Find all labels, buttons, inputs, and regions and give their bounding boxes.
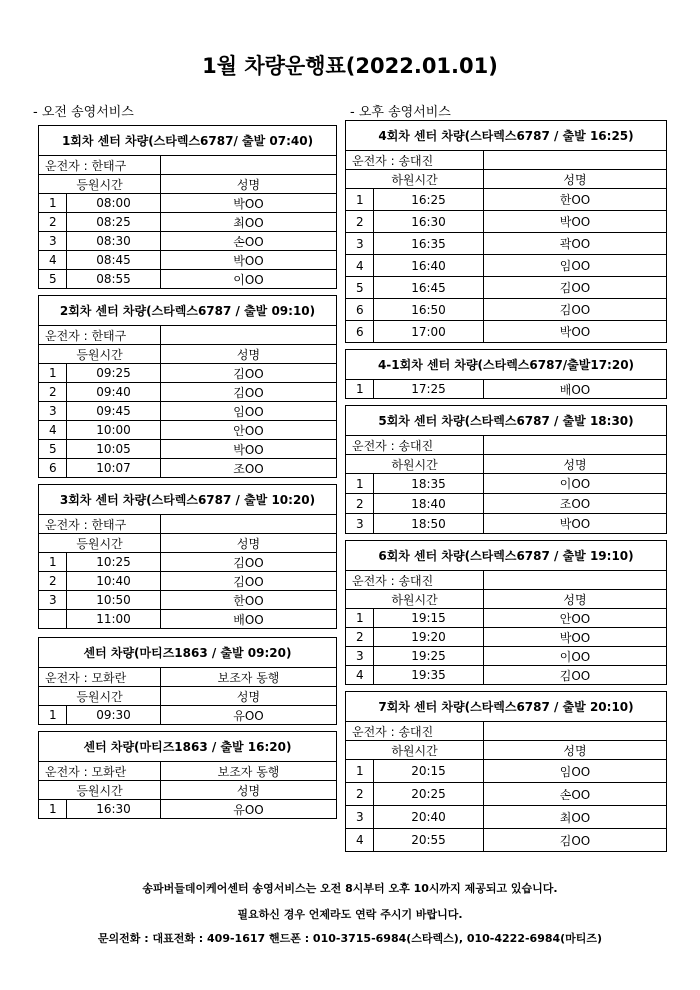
name-cell: 손OO	[161, 232, 337, 251]
table-header-row	[39, 296, 337, 326]
name-cell: 김OO	[484, 277, 667, 299]
table-row	[346, 666, 667, 685]
table-row	[39, 553, 337, 572]
time-cell: 19:25	[374, 647, 484, 666]
table-header-row	[39, 638, 337, 668]
table-row	[39, 213, 337, 232]
time-cell: 16:50	[374, 299, 484, 321]
row-number: 5	[346, 277, 374, 299]
time-cell: 19:20	[374, 628, 484, 647]
time-cell: 09:40	[67, 383, 161, 402]
time-cell: 20:55	[374, 829, 484, 852]
am-section-title: - 오전 송영서비스	[33, 105, 134, 120]
table-header-row	[39, 732, 337, 762]
row-number: 2	[346, 211, 374, 233]
table-row	[346, 380, 667, 399]
row-number: 3	[39, 591, 67, 610]
row-number: 3	[346, 806, 374, 829]
driver-row	[346, 151, 667, 170]
driver-name: 운전자 : 한태구	[39, 156, 161, 175]
vehicle-run-title: 1회차 센터 차량(스타렉스6787/ 출발 07:40)	[39, 126, 337, 156]
name-cell: 이OO	[484, 647, 667, 666]
row-number: 2	[39, 383, 67, 402]
name-column-header: 성명	[484, 170, 667, 189]
time-cell: 16:45	[374, 277, 484, 299]
name-cell: 최OO	[484, 806, 667, 829]
vehicle-run-title: 2회차 센터 차량(스타렉스6787 / 출발 09:10)	[39, 296, 337, 326]
name-column-header: 성명	[161, 534, 337, 553]
table-header-row	[346, 121, 667, 151]
driver-name: 운전자 : 송대진	[346, 151, 484, 170]
driver-row	[346, 722, 667, 741]
column-header-row	[346, 170, 667, 189]
name-cell: 김OO	[161, 553, 337, 572]
table-row	[39, 440, 337, 459]
name-cell: 곽OO	[484, 233, 667, 255]
name-cell: 박OO	[484, 321, 667, 343]
table-header-row	[39, 485, 337, 515]
row-number: 6	[346, 299, 374, 321]
time-cell: 20:40	[374, 806, 484, 829]
name-cell: 배OO	[161, 610, 337, 629]
vehicle-run-title: 센터 차량(마티즈1863 / 출발 09:20)	[39, 638, 337, 668]
row-number	[39, 610, 67, 629]
driver-name: 운전자 : 송대진	[346, 436, 484, 455]
name-cell: 임OO	[484, 760, 667, 783]
row-number: 1	[346, 189, 374, 211]
table-row	[346, 760, 667, 783]
time-cell: 19:35	[374, 666, 484, 685]
am-schedule-table	[38, 731, 337, 819]
table-header-row	[346, 350, 667, 380]
table-row	[346, 474, 667, 494]
name-column-header: 성명	[161, 175, 337, 194]
table-row	[346, 806, 667, 829]
row-number: 4	[39, 251, 67, 270]
vehicle-run-title: 5회차 센터 차량(스타렉스6787 / 출발 18:30)	[346, 406, 667, 436]
row-number: 1	[39, 553, 67, 572]
row-number: 1	[346, 760, 374, 783]
time-cell: 08:30	[67, 232, 161, 251]
table-header-row	[346, 406, 667, 436]
row-number: 1	[39, 706, 67, 725]
time-column-header: 하원시간	[346, 455, 484, 474]
time-column-header: 등원시간	[39, 175, 161, 194]
driver-row	[346, 436, 667, 455]
row-number: 3	[39, 232, 67, 251]
time-cell: 10:25	[67, 553, 161, 572]
time-cell: 19:15	[374, 609, 484, 628]
name-column-header: 성명	[484, 741, 667, 760]
name-cell: 김OO	[484, 829, 667, 852]
name-cell: 한OO	[161, 591, 337, 610]
column-header-row	[39, 781, 337, 800]
table-row	[346, 321, 667, 343]
column-header-row	[39, 687, 337, 706]
table-row	[39, 800, 337, 819]
table-row	[39, 572, 337, 591]
pm-section-title: - 오후 송영서비스	[350, 105, 451, 120]
row-number: 1	[346, 380, 374, 399]
assistant-note	[161, 156, 337, 175]
table-row	[346, 647, 667, 666]
driver-row	[39, 326, 337, 345]
table-row	[39, 270, 337, 289]
assistant-note: 보조자 동행	[161, 668, 337, 687]
name-cell: 한OO	[484, 189, 667, 211]
footer-contact: 문의전화 : 대표전화 : 409-1617 핸드폰 : 010-3715-6984(스타렉스), 010-4222-6984(마티즈)	[97, 932, 603, 945]
table-row	[39, 706, 337, 725]
am-schedule-table	[38, 484, 337, 629]
table-row	[346, 783, 667, 806]
driver-row	[39, 668, 337, 687]
row-number: 2	[346, 494, 374, 514]
time-cell: 10:00	[67, 421, 161, 440]
table-row	[346, 829, 667, 852]
table-header-row	[39, 126, 337, 156]
footer-line-2: 필요하신 경우 언제라도 연락 주시기 바랍니다.	[237, 908, 463, 921]
vehicle-run-title: 4-1회차 센터 차량(스타렉스6787/출발17:20)	[346, 350, 667, 380]
name-cell: 김OO	[484, 299, 667, 321]
name-cell: 배OO	[484, 380, 667, 399]
am-schedule-table	[38, 637, 337, 725]
assistant-note	[484, 571, 667, 590]
name-cell: 이OO	[484, 474, 667, 494]
name-cell: 이OO	[161, 270, 337, 289]
table-row	[39, 232, 337, 251]
table-row	[346, 609, 667, 628]
row-number: 3	[346, 647, 374, 666]
pm-schedule-table	[345, 120, 667, 343]
time-cell: 18:35	[374, 474, 484, 494]
am-schedule-table	[38, 125, 337, 289]
driver-row	[39, 515, 337, 534]
name-cell: 최OO	[161, 213, 337, 232]
driver-row	[39, 156, 337, 175]
table-row	[346, 189, 667, 211]
row-number: 5	[39, 440, 67, 459]
name-cell: 조OO	[484, 494, 667, 514]
time-column-header: 하원시간	[346, 170, 484, 189]
name-cell: 유OO	[161, 706, 337, 725]
time-cell: 16:35	[374, 233, 484, 255]
pm-schedule-column	[345, 120, 667, 858]
time-cell: 10:05	[67, 440, 161, 459]
pm-schedule-table	[345, 691, 667, 852]
table-row	[39, 459, 337, 478]
row-number: 4	[39, 421, 67, 440]
name-cell: 안OO	[484, 609, 667, 628]
time-cell: 17:25	[374, 380, 484, 399]
am-schedule-column	[38, 125, 337, 825]
name-column-header: 성명	[484, 590, 667, 609]
name-column-header: 성명	[161, 781, 337, 800]
page-title: 1월 차량운행표(2022.01.01)	[202, 54, 498, 78]
row-number: 2	[346, 783, 374, 806]
time-column-header: 등원시간	[39, 781, 161, 800]
time-column-header: 등원시간	[39, 345, 161, 364]
name-column-header: 성명	[484, 455, 667, 474]
name-cell: 박OO	[484, 514, 667, 534]
row-number: 1	[346, 474, 374, 494]
time-cell: 10:40	[67, 572, 161, 591]
table-row	[346, 628, 667, 647]
time-cell: 09:30	[67, 706, 161, 725]
row-number: 1	[39, 364, 67, 383]
name-cell: 김OO	[161, 572, 337, 591]
time-cell: 08:55	[67, 270, 161, 289]
name-cell: 유OO	[161, 800, 337, 819]
row-number: 4	[346, 829, 374, 852]
time-cell: 16:30	[67, 800, 161, 819]
time-cell: 09:25	[67, 364, 161, 383]
time-cell: 10:50	[67, 591, 161, 610]
row-number: 2	[39, 572, 67, 591]
table-row	[39, 591, 337, 610]
row-number: 2	[346, 628, 374, 647]
time-cell: 08:45	[67, 251, 161, 270]
table-row	[346, 299, 667, 321]
driver-name: 운전자 : 모화란	[39, 668, 161, 687]
table-row	[39, 402, 337, 421]
table-header-row	[346, 692, 667, 722]
row-number: 2	[39, 213, 67, 232]
table-row	[346, 277, 667, 299]
row-number: 3	[346, 514, 374, 534]
vehicle-run-title: 4회차 센터 차량(스타렉스6787 / 출발 16:25)	[346, 121, 667, 151]
column-header-row	[39, 345, 337, 364]
name-cell: 임OO	[484, 255, 667, 277]
name-column-header: 성명	[161, 687, 337, 706]
assistant-note	[484, 436, 667, 455]
table-row	[346, 514, 667, 534]
time-column-header: 등원시간	[39, 687, 161, 706]
driver-name: 운전자 : 송대진	[346, 571, 484, 590]
row-number: 6	[346, 321, 374, 343]
row-number: 3	[346, 233, 374, 255]
table-row	[346, 233, 667, 255]
table-header-row	[346, 541, 667, 571]
row-number: 4	[346, 255, 374, 277]
vehicle-run-title: 센터 차량(마티즈1863 / 출발 16:20)	[39, 732, 337, 762]
name-cell: 김OO	[161, 383, 337, 402]
time-cell: 17:00	[374, 321, 484, 343]
name-cell: 김OO	[484, 666, 667, 685]
driver-row	[346, 571, 667, 590]
column-header-row	[39, 175, 337, 194]
table-row	[39, 421, 337, 440]
column-header-row	[346, 455, 667, 474]
assistant-note	[484, 722, 667, 741]
time-column-header: 하원시간	[346, 590, 484, 609]
name-cell: 김OO	[161, 364, 337, 383]
assistant-note	[161, 326, 337, 345]
driver-name: 운전자 : 한태구	[39, 326, 161, 345]
assistant-note	[484, 151, 667, 170]
time-cell: 16:30	[374, 211, 484, 233]
name-cell: 박OO	[161, 251, 337, 270]
name-cell: 손OO	[484, 783, 667, 806]
time-column-header: 하원시간	[346, 741, 484, 760]
row-number: 1	[39, 194, 67, 213]
time-cell: 16:40	[374, 255, 484, 277]
vehicle-run-title: 3회차 센터 차량(스타렉스6787 / 출발 10:20)	[39, 485, 337, 515]
column-header-row	[39, 534, 337, 553]
driver-name: 운전자 : 송대진	[346, 722, 484, 741]
time-cell: 20:15	[374, 760, 484, 783]
row-number: 6	[39, 459, 67, 478]
driver-row	[39, 762, 337, 781]
row-number: 1	[346, 609, 374, 628]
driver-name: 운전자 : 모화란	[39, 762, 161, 781]
table-row	[39, 364, 337, 383]
time-column-header: 등원시간	[39, 534, 161, 553]
pm-schedule-table	[345, 349, 667, 399]
name-column-header: 성명	[161, 345, 337, 364]
row-number: 3	[39, 402, 67, 421]
pm-schedule-table	[345, 405, 667, 534]
table-row	[39, 194, 337, 213]
name-cell: 안OO	[161, 421, 337, 440]
name-cell: 조OO	[161, 459, 337, 478]
column-header-row	[346, 590, 667, 609]
footer-line-1: 송파버들데이케어센터 송영서비스는 오전 8시부터 오후 10시까지 제공되고 있습니다.	[142, 882, 558, 895]
time-cell: 18:50	[374, 514, 484, 534]
time-cell: 11:00	[67, 610, 161, 629]
column-header-row	[346, 741, 667, 760]
name-cell: 박OO	[484, 628, 667, 647]
pm-schedule-table	[345, 540, 667, 685]
name-cell: 임OO	[161, 402, 337, 421]
driver-name: 운전자 : 한태구	[39, 515, 161, 534]
vehicle-run-title: 6회차 센터 차량(스타렉스6787 / 출발 19:10)	[346, 541, 667, 571]
time-cell: 08:00	[67, 194, 161, 213]
row-number: 4	[346, 666, 374, 685]
time-cell: 16:25	[374, 189, 484, 211]
name-cell: 박OO	[161, 194, 337, 213]
time-cell: 10:07	[67, 459, 161, 478]
time-cell: 18:40	[374, 494, 484, 514]
table-row	[346, 255, 667, 277]
time-cell: 20:25	[374, 783, 484, 806]
assistant-note	[161, 515, 337, 534]
name-cell: 박OO	[484, 211, 667, 233]
time-cell: 09:45	[67, 402, 161, 421]
table-row	[39, 610, 337, 629]
table-row	[39, 383, 337, 402]
vehicle-run-title: 7회차 센터 차량(스타렉스6787 / 출발 20:10)	[346, 692, 667, 722]
assistant-note: 보조자 동행	[161, 762, 337, 781]
row-number: 5	[39, 270, 67, 289]
table-row	[346, 211, 667, 233]
row-number: 1	[39, 800, 67, 819]
table-row	[39, 251, 337, 270]
time-cell: 08:25	[67, 213, 161, 232]
am-schedule-table	[38, 295, 337, 478]
name-cell: 박OO	[161, 440, 337, 459]
table-row	[346, 494, 667, 514]
